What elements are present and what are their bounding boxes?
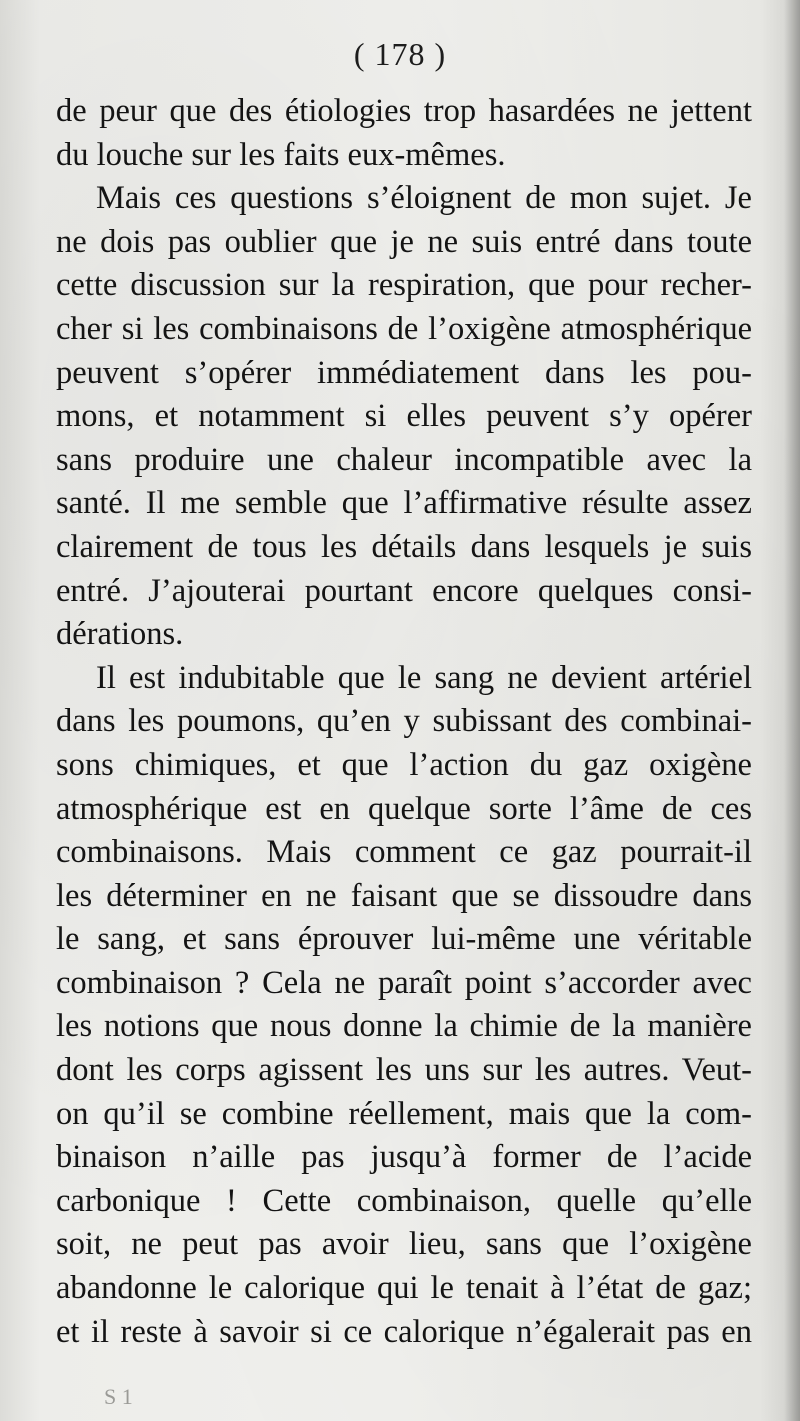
text-line: on qu’il se combine réellement, mais que la com- [56, 1095, 752, 1132]
text-line: atmosphérique est en quelque sorte l’âme de ces [56, 790, 752, 827]
text-line: cette discussion sur la respiration, que pour recher- [56, 267, 752, 304]
text-line: ne dois pas oublier que je ne suis entré dans toute [56, 223, 752, 260]
text-line: dans les poumons, qu’en y subissant des combinai- [56, 703, 752, 740]
signature-mark: S 1 [104, 1384, 133, 1409]
text-line: peuvent s’opérer immédiatement dans les pou- [56, 354, 752, 391]
text-line: dérations. [56, 616, 184, 653]
text-line: les notions que nous donne la chimie de la manière [56, 1008, 752, 1045]
body-text [56, 90, 752, 1354]
text-line: dont les corps agissent les uns sur les autres. Veut- [56, 1052, 752, 1089]
page-edge-shadow [784, 0, 800, 1421]
text-line: carbonique ! Cette combinaison, quelle qu’elle [56, 1182, 752, 1219]
text-line: sans produire une chaleur incompatible avec la [56, 441, 752, 478]
text-line: mons, et notamment si elles peuvent s’y opérer [56, 398, 752, 435]
text-line: binaison n’aille pas jusqu’à former de l’acide [56, 1139, 752, 1176]
text-line: soit, ne peut pas avoir lieu, sans que l’oxigène [56, 1226, 752, 1263]
text-line: combinaisons. Mais comment ce gaz pourrait-il [56, 834, 752, 871]
text-line: Il est indubitable que le sang ne devient artériel [96, 659, 752, 696]
text-line: sons chimiques, et que l’action du gaz oxigène [56, 746, 752, 783]
text-line: entré. J’ajouterai pourtant encore quelques consi- [56, 572, 752, 609]
text-line: Mais ces questions s’éloignent de mon sujet. Je [96, 180, 752, 217]
page-number: ( 178 ) [353, 36, 447, 72]
text-line: de peur que des étiologies trop hasardées ne jettent [56, 93, 752, 129]
text-line: abandonne le calorique qui le tenait à l’état de gaz; [56, 1270, 752, 1307]
text-line: du louche sur les faits eux-mêmes. [56, 136, 506, 173]
text-line: cher si les combinaisons de l’oxigène atmosphérique [56, 310, 752, 347]
text-line: clairement de tous les détails dans lesquels je suis [56, 528, 752, 565]
text-line: le sang, et sans éprouver lui-même une véritable [56, 921, 752, 958]
text-line: combinaison ? Cela ne paraît point s’accorder avec [56, 964, 752, 1001]
text-line: et il reste à savoir si ce calorique n’égalerait pas en [56, 1313, 752, 1350]
text-line: les déterminer en ne faisant que se dissoudre dans [56, 877, 752, 914]
text-line: santé. Il me semble que l’affirmative résulte assez [56, 485, 752, 522]
